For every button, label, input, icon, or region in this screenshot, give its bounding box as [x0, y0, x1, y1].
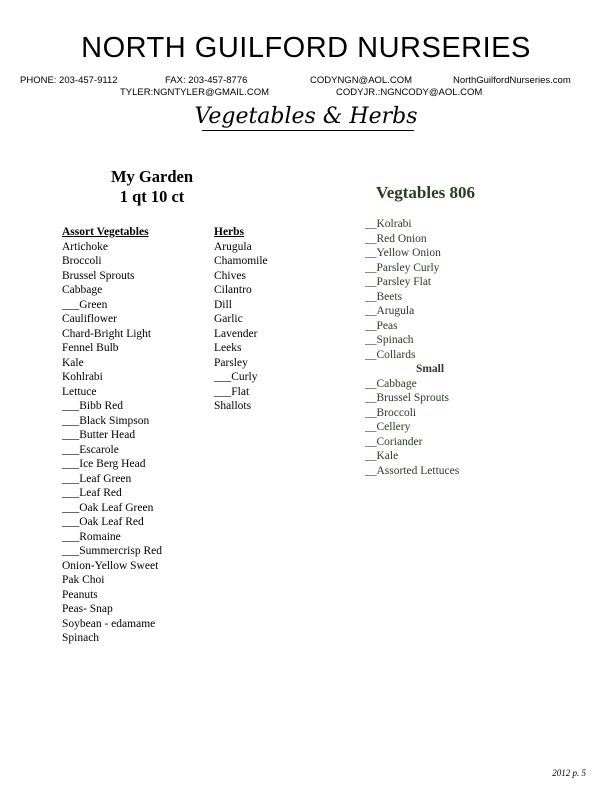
- small-label: Small: [415, 363, 445, 375]
- small-item: __Kale: [365, 450, 399, 462]
- herb-item: Lavender: [214, 327, 258, 340]
- page-number: 2012 p. 5: [552, 768, 586, 778]
- vegetable-item: ___Escarole: [62, 443, 119, 456]
- vegtable-806-item: __Collards: [365, 348, 416, 361]
- vegetable-item: Kohlrabi: [62, 371, 103, 383]
- vegetable-item: Kale: [62, 356, 84, 369]
- vegetable-item: Spinach: [62, 632, 100, 644]
- vegetable-item: Lettuce: [62, 385, 97, 398]
- vegetable-item: ___Leaf Green: [62, 472, 132, 485]
- vegetable-item: ___Butter Head: [62, 429, 136, 441]
- vegtable-806-item: __Parsley Flat: [365, 276, 432, 288]
- vegetable-item: Brussel Sprouts: [62, 269, 135, 282]
- small-item: __Cabbage: [365, 377, 417, 390]
- small-item: __Cellery: [365, 421, 411, 433]
- email-tyler: TYLER:NGNTYLER@GMAIL.COM: [120, 87, 269, 98]
- vegetable-item: Cauliflower: [62, 313, 117, 325]
- herb-item: Cilantro: [214, 284, 252, 296]
- assort-vegetables-list: [62, 240, 162, 646]
- vegetable-item: ___Ice Berg Head: [62, 458, 146, 470]
- email-cody: CODYNGN@AOL.COM: [310, 75, 413, 86]
- vegetable-item: Fennel Bulb: [62, 342, 119, 354]
- vegetable-item: ___Black Simpson: [62, 414, 150, 427]
- vegtable-806-item: __Peas: [365, 319, 398, 332]
- vegtable-806-item: __Arugula: [365, 305, 415, 317]
- herb-item: Chives: [214, 269, 246, 282]
- vegtable-806-item: __Spinach: [365, 334, 414, 346]
- vegetable-item: Chard-Bright Light: [62, 327, 152, 340]
- herb-item: Dill: [214, 298, 232, 311]
- vegtables-806-title: Vegtables 806: [376, 183, 476, 202]
- website-url: NorthGuilfordNurseries.com: [453, 75, 571, 86]
- vegetable-item: ___Summercrisp Red: [62, 545, 162, 557]
- small-list: [365, 377, 495, 479]
- vegtable-806-item: __Parsley Curly: [365, 261, 440, 274]
- vegetable-item: Pak Choi: [62, 574, 105, 586]
- vegetable-item: ___Green: [62, 298, 108, 311]
- section-title-underline: [202, 130, 414, 131]
- vegtables-806-column: [365, 217, 495, 478]
- herb-item: Chamomile: [214, 255, 268, 267]
- my-garden-subtitle: 1 qt 10 ct: [119, 187, 185, 206]
- herb-item: Arugula: [214, 240, 252, 253]
- herb-item: Leeks: [214, 342, 242, 354]
- vegetable-item: ___Oak Leaf Green: [62, 501, 154, 514]
- vegtable-806-item: __Yellow Onion: [365, 247, 441, 259]
- vegtable-806-item: __Kolrabi: [365, 218, 412, 230]
- my-garden-heading: [92, 167, 212, 207]
- vegtable-806-item: __Red Onion: [365, 232, 427, 245]
- vegetable-item: ___Oak Leaf Red: [62, 516, 144, 528]
- vegetable-item: Artichoke: [62, 240, 108, 253]
- herb-item: Garlic: [214, 313, 243, 325]
- email-cody-jr: CODYJR.:NGNCODY@AOL.COM: [336, 87, 483, 98]
- small-item: __Assorted Lettuces: [365, 464, 460, 477]
- vegtable-806-item: __Beets: [365, 290, 403, 303]
- vegetable-item: Onion-Yellow Sweet: [62, 559, 159, 572]
- vegetable-item: Cabbage: [62, 284, 103, 296]
- vegetable-item: Soybean - edamame: [62, 617, 156, 630]
- small-item: __Broccoli: [365, 406, 417, 419]
- vegetable-item: Peas- Snap: [62, 603, 113, 615]
- herb-item: Parsley: [214, 356, 248, 369]
- herb-item: ___Curly: [214, 371, 258, 383]
- vegetable-item: Broccoli: [62, 255, 102, 267]
- assort-vegetables-heading: Assort Vegetables: [62, 226, 149, 238]
- my-garden-title: My Garden: [110, 167, 194, 186]
- vegtables-806-list: [365, 217, 495, 362]
- vegetable-item: Peanuts: [62, 588, 98, 601]
- small-item: __Brussel Sprouts: [365, 392, 450, 404]
- vegetable-item: ___Bibb Red: [62, 400, 124, 412]
- assort-vegetables-column: [62, 225, 162, 646]
- company-title: NORTH GUILFORD NURSERIES: [81, 32, 531, 64]
- vegetable-item: ___Romaine: [62, 530, 121, 543]
- herbs-list: [214, 240, 268, 414]
- herbs-heading: Herbs: [214, 226, 245, 238]
- small-item: __Coriander: [365, 435, 423, 448]
- herbs-column: [214, 225, 268, 414]
- herb-item: ___Flat: [214, 385, 250, 398]
- fax-number: FAX: 203-457-8776: [165, 75, 248, 86]
- herb-item: Shallots: [214, 400, 252, 412]
- phone-number: PHONE: 203-457-9112: [20, 75, 118, 86]
- vegetable-item: ___Leaf Red: [62, 487, 122, 499]
- section-title: Vegetables & Herbs: [194, 104, 418, 129]
